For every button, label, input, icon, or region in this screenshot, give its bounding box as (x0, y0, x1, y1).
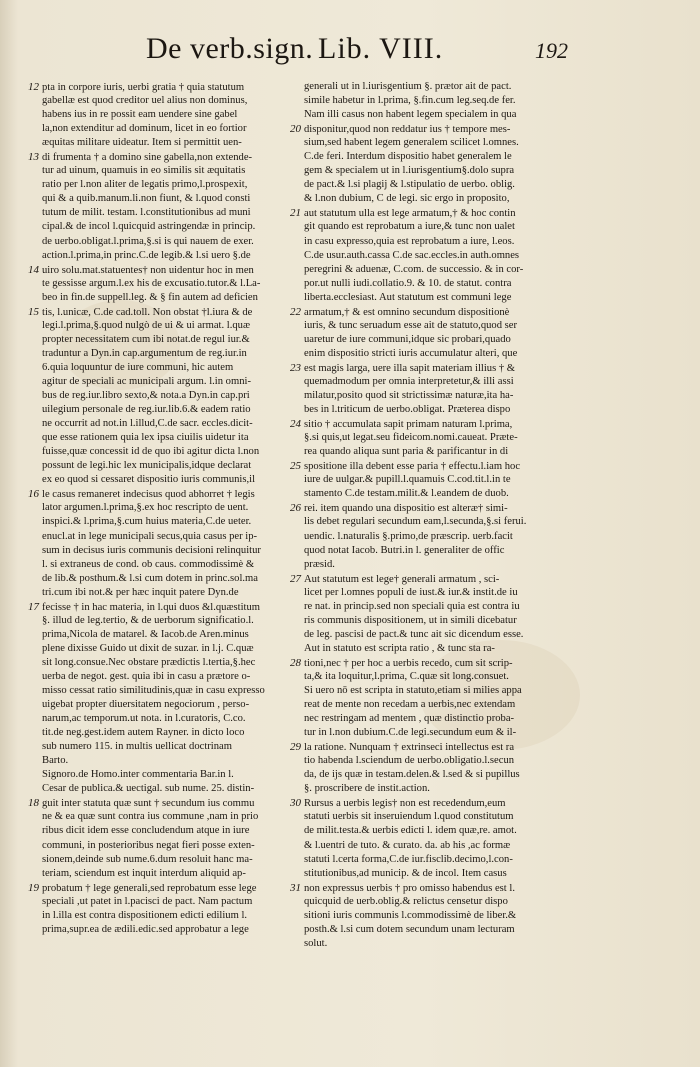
text-line (28, 249, 298, 263)
text-line (28, 600, 298, 614)
text-line (28, 389, 298, 403)
line-text: la ratione. Nunquam † extrinseci intellectus est ra (304, 742, 515, 754)
line-text: sium,sed habent legem generalem scilicet l.omnes. (304, 137, 519, 149)
marginal-number: 21 (290, 207, 301, 220)
line-text: gabellæ est quod creditor uel alius non dominus, (42, 95, 248, 107)
marginal-number: 18 (28, 797, 39, 810)
line-text: de milit.testa.& uerbis edicti l. idem quæ,re. amot. (304, 825, 517, 837)
text-line (28, 515, 298, 529)
line-text: lis debet regulari secundum eam,l.secunda,§.si ferui. (304, 516, 527, 528)
line-text: simile habetur in l.prima, §.fin.cum leg.seq.de fer. (304, 95, 516, 107)
line-text: prima,supr.ea de ædili.edic.sed approbatur a lege (42, 923, 249, 935)
page-number: 192 (535, 38, 568, 63)
line-text: nec restringam ad mentem , quæ distinctio proba- (304, 713, 515, 725)
text-line (290, 810, 580, 824)
line-text: spositione illa debent esse paria † effectu.l.iam hoc (304, 461, 521, 473)
text-line (290, 796, 580, 810)
line-text: bes in l.triticum de uerbo.obligat. Præterea dispo (304, 404, 511, 416)
line-text: por.ut nulli iudi.collatio.9. & 10. de statut. contra (304, 277, 512, 289)
text-line (28, 810, 298, 824)
text-line (290, 445, 580, 459)
text-line (28, 108, 298, 122)
line-text: propter necessitatem cum ibi notat.de regul iur.& (42, 333, 250, 345)
marginal-number: 17 (28, 600, 39, 613)
text-line (290, 80, 580, 94)
line-text: ribus dicit idem esse concludendum atque in iure (42, 825, 250, 837)
line-text: Aut statutum est lege† generali armatum , sci- (304, 573, 500, 585)
text-line (28, 445, 298, 459)
line-text: & l.non dubium, C de legi. sic ergo in proposito, (304, 193, 510, 205)
line-text: Si uero nō est scripta in statuto,etiam si milies appa (304, 685, 522, 697)
text-line (28, 375, 298, 389)
text-line (28, 839, 298, 853)
text-line (290, 670, 580, 684)
text-line (28, 150, 298, 164)
text-line (290, 544, 580, 558)
text-line (28, 867, 298, 881)
line-text: ne & ea quæ sunt contra ius commune ,nam in prio (42, 811, 259, 823)
line-text: æquitas militare uideatur. Item si permittit uen- (42, 137, 242, 149)
text-line (290, 487, 580, 501)
text-line (28, 403, 298, 417)
line-text: præsid. (304, 558, 335, 570)
line-text: da, de ijs quæ in testam.delen.& l.sed & si pupillus (304, 769, 520, 781)
marginal-number: 25 (290, 460, 301, 473)
line-text: peregrini & aduenæ, C.com. de successio. & in cor- (304, 263, 524, 275)
text-line (28, 754, 298, 768)
line-text: habens ius in re possit eam uendere sine gabel (42, 109, 238, 121)
text-line (28, 277, 298, 291)
text-line (290, 754, 580, 768)
line-text: guit inter statuta quæ sunt † secundum ius commu (42, 798, 255, 810)
line-text: §. illud de leg.tertio, & de uerborum significatio.l. (42, 614, 254, 626)
line-text: speciali ,ut patet in l.pacisci de pact. Nam pactum (42, 895, 253, 907)
text-line (290, 206, 580, 220)
line-text: tri.cum ibi not.& per hæc inquit patere Dyn.de (42, 586, 239, 598)
text-line (28, 530, 298, 544)
marginal-number: 31 (290, 881, 301, 894)
text-line (290, 824, 580, 838)
line-text: communi, in posterioribus negat fieri posse exten- (42, 839, 255, 851)
line-text: re nat. in princip.sed non speciali quia est contra iu (304, 600, 520, 612)
text-line (28, 740, 298, 754)
text-line (290, 108, 580, 122)
line-text: ris communis dispositionem, ut in simili dicebatur (304, 614, 517, 626)
line-text: non expressus uerbis † pro omisso habendus est l. (304, 882, 515, 894)
book-number: Lib. VIII. (318, 32, 444, 65)
text-line (290, 782, 580, 796)
line-text: inspici.& l.prima,§.cum huius materia,C.de ueter. (42, 516, 252, 528)
line-text: uerba de negot. gest. quia ibi in casu a prætore o- (42, 670, 251, 682)
text-line (28, 642, 298, 656)
marginal-number: 12 (28, 81, 39, 93)
line-text: in casu expresso,quia est reprobatum a iure, l.eos. (304, 235, 515, 247)
text-line (28, 895, 298, 909)
text-line (290, 150, 580, 164)
line-text: legi.l.prima,§.quod nulgò de ui & ui armat. l.quæ (42, 319, 251, 331)
line-text: Cesar de publica.& uectigal. sub nume. 25. distin- (42, 783, 255, 795)
line-text: Rursus a uerbis legis† non est recedendum,eum (304, 798, 506, 810)
line-text: Signoro.de Homo.inter commentaria Bar.in l. (42, 769, 234, 781)
line-text: fuisse,quæ concessit id de quo ibi agitur dicta l.non (42, 446, 260, 458)
line-text: sit long.consue.Nec obstare prædictis l.tertia,§.hec (42, 656, 256, 668)
marginal-number: 22 (290, 305, 301, 318)
text-line (28, 501, 298, 515)
text-line (28, 417, 298, 431)
marginal-number: 27 (290, 572, 301, 585)
text-line (290, 263, 580, 277)
line-text: generali ut in l.iurisgentium §. prætor ait de pact. (304, 81, 512, 92)
line-text: possunt de legi.hic lex municipalis,idque declarat (42, 460, 252, 472)
text-line (28, 291, 298, 305)
text-line (290, 291, 580, 305)
text-line (290, 192, 580, 206)
text-line (290, 768, 580, 782)
line-text: stamento C.de testam.milit.& l.eandem de duob. (304, 488, 509, 500)
line-text: statuti l.certa forma,C.de iur.fisclib.decimo,l.con- (304, 853, 513, 865)
line-text: licet per l.omnes populi de iust.& iur.& instit.de iu (304, 586, 518, 598)
marginal-number: 24 (290, 418, 301, 431)
text-line (28, 263, 298, 277)
text-line (28, 586, 298, 600)
text-line (28, 305, 298, 319)
text-line (28, 684, 298, 698)
text-line (290, 220, 580, 234)
text-line (28, 459, 298, 473)
text-line (290, 628, 580, 642)
text-line (28, 136, 298, 150)
text-line (28, 796, 298, 810)
marginal-number: 19 (28, 881, 39, 894)
line-text: uilegium personale de reg.iur.lib.6.& eadem ratio (42, 404, 251, 416)
line-text: liberta.ecclesiast. Aut statutum est communi lege (304, 291, 512, 303)
line-text: teriam, sciendum est inquit interdum aliquid ap- (42, 867, 246, 879)
line-text: uiro solu.mat.statuentes† non uidentur hoc in men (42, 264, 254, 276)
text-line (28, 572, 298, 586)
text-line (290, 164, 580, 178)
line-text: de lib.& posthum.& l.si cum dotem in princ.sol.ma (42, 572, 258, 584)
text-line (28, 923, 298, 937)
line-text: §. proscribere de instit.action. (304, 783, 430, 795)
line-text: tis, l.unicæ, C.de cad.toll. Non obstat †l.iura & de (42, 306, 253, 318)
line-text: la,non extenditur ad dominum, licet in eo fortior (42, 123, 247, 135)
line-text: tur ad uinum, quamuis in eo similis sit æquitatis (42, 165, 246, 177)
line-text: fecisse † in hac materia, in l.qui duos &l.quæstitum (42, 601, 261, 613)
line-text: ex eo quod si cessaret dispositio iuris communis,il (42, 474, 256, 486)
line-text: plene dixisse Guido ut dixit de suzar. in l.j. C.quæ (42, 642, 254, 654)
text-line (290, 347, 580, 361)
line-text: enim dispositio stricti iuris accumulatur alteri, que (304, 347, 518, 359)
marginal-number: 13 (28, 151, 39, 164)
text-line (290, 319, 580, 333)
text-line (28, 909, 298, 923)
line-text: & l.uentri de tuto. & curato. da. ab his ,ac formæ (304, 839, 511, 851)
text-line (290, 403, 580, 417)
line-text: que esse rationem quia lex ipsa ciuilis uidetur ita (42, 432, 249, 444)
line-text: de leg. pascisi de pact.& tunc ait sic dicendum esse. (304, 628, 524, 640)
running-header (0, 32, 700, 76)
text-line (290, 839, 580, 853)
right-text-column (290, 80, 580, 951)
line-text: lator argumen.l.prima,§.ex hoc rescripto de uent. (42, 502, 249, 514)
line-text: solut. (304, 937, 328, 949)
line-text: probatum † lege generali,sed reprobatum esse lege (42, 882, 257, 894)
text-line (290, 333, 580, 347)
line-text: misso cessat ratio similitudinis,quæ in casu expresso (42, 685, 265, 697)
line-text: quod notat Iacob. Butri.in l. generaliter de offic (304, 544, 505, 556)
text-line (28, 881, 298, 895)
text-line (290, 895, 580, 909)
text-line (290, 501, 580, 515)
line-text: ratio per l.non aliter de legatis primo,l.prospexit, (42, 179, 248, 191)
line-text: git quando est reprobatum a iure,& tunc non ualet (304, 221, 515, 233)
line-text: de pact.& l.si plagij & l.stipulatio de uerbo. oblig. (304, 179, 515, 191)
text-line (290, 937, 580, 951)
line-text: l. si extraneus de cond. ob caus. commodissimè & (42, 558, 255, 570)
marginal-number: 20 (290, 123, 301, 136)
line-text: est magis larga, uere illa sapit materiam illius † & (304, 362, 516, 374)
text-line (28, 768, 298, 782)
line-text: tur in l.non dubium.C.de legi.secundum eum & il- (304, 727, 517, 739)
text-line (290, 361, 580, 375)
line-text: uaretur de iure communi,idque sic probari,quado (304, 333, 511, 345)
marginal-number: 14 (28, 263, 39, 276)
text-line (290, 515, 580, 529)
text-line (28, 656, 298, 670)
text-line (28, 544, 298, 558)
text-line (290, 656, 580, 670)
line-text: tit.de neg.gest.idem autem Rayner. in dicto loco (42, 727, 245, 739)
marginal-number: 16 (28, 488, 39, 501)
text-line (290, 277, 580, 291)
text-line (28, 122, 298, 136)
text-line (28, 473, 298, 487)
line-text: enucl.at in lege municipali secus,quia casus per ip- (42, 530, 258, 542)
line-text: ne occurrit ad not.in l.illud,C.de sacr. eccles.dicit- (42, 418, 253, 430)
text-line (290, 642, 580, 656)
line-text: rea quando aliqua sunt paria & parificantur in di (304, 446, 509, 458)
text-line (290, 853, 580, 867)
line-text: sum in decisus iuris communis decisioni relinquitur (42, 544, 261, 556)
line-text: posth.& l.si cum dotem secundum unam lecturam (304, 923, 515, 935)
line-text: uendic. l.naturalis §.primo,de præscrip. uerb.facit (304, 530, 513, 542)
text-line (290, 867, 580, 881)
line-text: armatum,† & est omnino secundum dispositionè (304, 306, 510, 318)
text-line (290, 881, 580, 895)
line-text: statuti uerbis sit inseruiendum l.quod constitutum (304, 811, 514, 823)
line-text: iuris, & tunc seruadum esse ait de statuto,quod ser (304, 319, 518, 331)
line-text: narum,ac temporum.ut nota. in l.curatoris, C.co. (42, 713, 246, 725)
line-text: C.de usur.auth.cassa C.de sac.eccles.in auth.omnes (304, 249, 520, 261)
line-text: bus de reg.iur.libro sexto,& nota.a Dyn.in cap.pri (42, 390, 250, 402)
text-line (290, 136, 580, 150)
text-line (290, 431, 580, 445)
line-text: ta,& ita loquitur,l.prima, C.quæ sit long.consuet. (304, 670, 509, 682)
text-line (290, 684, 580, 698)
line-text: te gessisse argum.l.ex his de excusatio.tutor.& l.La- (42, 277, 261, 289)
text-line (28, 712, 298, 726)
text-line (290, 459, 580, 473)
text-line (28, 333, 298, 347)
text-line (290, 923, 580, 937)
text-line (290, 473, 580, 487)
left-text-column (28, 80, 298, 937)
marginal-number: 30 (290, 797, 301, 810)
text-line (28, 319, 298, 333)
line-text: sitioni iuris communis l.commodissimè de liber.& (304, 909, 517, 921)
text-line (290, 909, 580, 923)
line-text: cipal.& de incol l.quicquid astringendæ in princip. (42, 221, 256, 233)
marginal-number: 15 (28, 305, 39, 318)
line-text: disponitur,quod non reddatur ius † tempore mes- (304, 124, 511, 136)
line-text: di frumenta † a domino sine gabella,non extende- (42, 152, 253, 164)
text-line (28, 670, 298, 684)
marginal-number: 28 (290, 656, 301, 669)
line-text: uigebat propter diuersitatem negociorum , perso- (42, 699, 250, 711)
line-text: 6.quia loquuntur de iure communi, hic autem (42, 361, 234, 373)
text-line (28, 164, 298, 178)
line-text: quicquid de uerb.oblig.& relictus censetur dispo (304, 895, 508, 907)
line-text: action.l.prima,in princ.C.de legib.& l.si uero §.de (42, 249, 251, 261)
line-text: sitio † accumulata sapit primam naturam l.prima, (304, 419, 513, 431)
line-text: prima,Nicola de matarel. & Iacob.de Aren.minus (42, 628, 249, 640)
text-line (290, 305, 580, 319)
text-line (28, 628, 298, 642)
text-line (28, 80, 298, 94)
line-text: traduntur a Dyn.in cap.argumentum de reg.iur.in (42, 347, 247, 359)
text-line (290, 94, 580, 108)
text-line (28, 853, 298, 867)
text-line (290, 740, 580, 754)
line-text: Aut in statuto est scripta ratio , & tunc sta ra- (304, 642, 495, 654)
text-line (290, 726, 580, 740)
line-text: tioni,nec † per hoc a uerbis recedo, cum sit scrip- (304, 657, 513, 669)
line-text: tio habenda l.sciendum de uerbo.obligatio.l.secun (304, 755, 515, 767)
text-line (28, 206, 298, 220)
line-text: pta in corpore iuris, uerbi gratia † quia statutum (42, 82, 245, 93)
line-text: iure de uulgar.& pupill.l.quamuis C.cod.tit.l.in te (304, 474, 511, 486)
text-line (28, 220, 298, 234)
line-text: milatur,posito quod sit strictissimæ naturæ,ita ha- (304, 390, 514, 402)
text-line (290, 572, 580, 586)
text-line (290, 712, 580, 726)
line-text: beo in fin.de suppell.leg. & § fin autem ad deficien (42, 291, 258, 303)
text-line (290, 698, 580, 712)
text-line (28, 558, 298, 572)
text-line (290, 614, 580, 628)
text-line (28, 487, 298, 501)
line-text: aut statutum ulla est lege armatum,† & hoc contin (304, 208, 516, 220)
line-text: §.si quis,ut legat.seu fideicom.nomi.caueat. Præte- (304, 432, 518, 444)
text-line (28, 235, 298, 249)
text-line (290, 417, 580, 431)
text-line (28, 782, 298, 796)
text-line (290, 178, 580, 192)
text-line (28, 178, 298, 192)
line-text: quemadmodum per omnia interpretetur,& illi assi (304, 375, 514, 387)
line-text: sub numero 115. in multis uellicat doctrinam (42, 741, 232, 753)
text-line (28, 347, 298, 361)
line-text: tutum de milit. testam. l.constitutionibus ad muni (42, 207, 251, 219)
marginal-number: 29 (290, 741, 301, 754)
line-text: le casus remaneret indecisus quod abhorret † legis (42, 489, 255, 501)
text-line (290, 558, 580, 572)
text-line (290, 249, 580, 263)
line-text: reat de mente non recedam a uerbis,nec extendam (304, 699, 516, 711)
line-text: agitur de speciali ac municipali argum. l.in omni- (42, 375, 251, 387)
text-line (28, 614, 298, 628)
text-line (290, 586, 580, 600)
line-text: Nam illi casus non habent legem specialem in qua (304, 109, 517, 121)
line-text: C.de feri. Interdum dispositio habet generalem le (304, 151, 512, 163)
text-line (28, 361, 298, 375)
running-title: De verb.sign. (146, 32, 314, 65)
text-line (28, 431, 298, 445)
text-line (28, 726, 298, 740)
text-line (28, 698, 298, 712)
text-line (290, 122, 580, 136)
text-line (28, 824, 298, 838)
text-line (28, 192, 298, 206)
line-text: rei. item quando una dispositio est alteræ† simi- (304, 503, 508, 515)
line-text: gem & specialem ut in l.iurisgentium§.dolo supra (304, 165, 515, 177)
marginal-number: 23 (290, 361, 301, 374)
line-text: stitutionibus,ad municip. & de incol. Item casus (304, 867, 507, 879)
line-text: de uerbo.obligat.l.prima,§.si is qui nauem de exer. (42, 235, 254, 247)
text-line (290, 375, 580, 389)
line-text: in l.illa est contra dispositionem edicti edilium l. (42, 909, 248, 921)
line-text: sionem,deinde sub nume.6.dum resoluit hanc ma- (42, 853, 253, 865)
text-line (290, 235, 580, 249)
text-line (28, 94, 298, 108)
text-line (290, 389, 580, 403)
marginal-number: 26 (290, 502, 301, 515)
text-line (290, 530, 580, 544)
line-text: qui & a quib.manum.li.non fiunt, & l.quod consti (42, 193, 251, 205)
line-text: Barto. (42, 755, 69, 767)
text-line (290, 600, 580, 614)
